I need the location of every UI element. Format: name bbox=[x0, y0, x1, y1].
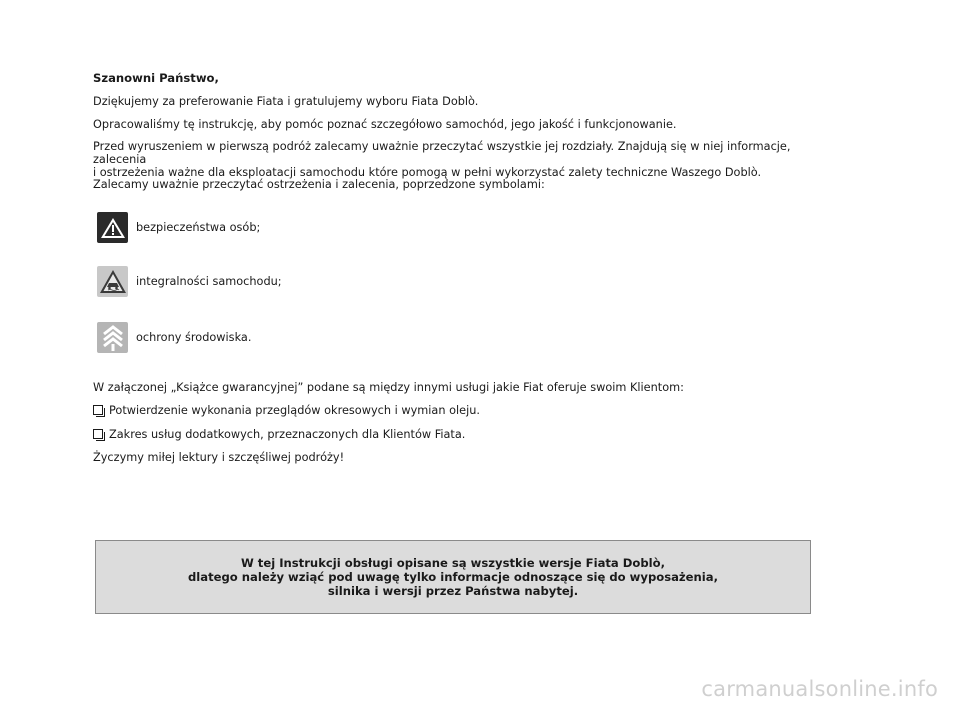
environment-icon bbox=[97, 322, 128, 353]
notice-box bbox=[95, 540, 811, 614]
symbol-label: integralności samochodu; bbox=[136, 275, 282, 288]
thanks-paragraph: Dziękujemy za preferowanie Fiata i gratulujemy wyboru Fiata Doblò. bbox=[93, 95, 479, 108]
bullet-text: Potwierdzenie wykonania przeglądów okresowych i wymian oleju. bbox=[109, 404, 480, 417]
symbol-label: ochrony środowiska. bbox=[136, 331, 252, 344]
checkbox-bullet-icon bbox=[93, 429, 103, 439]
recommend-paragraph: Zalecamy uważnie przeczytać ostrzeżenia i zalecenia, poprzedzone symbolami: bbox=[93, 178, 545, 191]
symbol-label: bezpieczeństwa osób; bbox=[136, 221, 261, 234]
closing-paragraph: Życzymy miłej lektury i szczęśliwej podróży! bbox=[93, 451, 345, 464]
notice-line-2: dlatego należy wziąć pod uwagę tylko informacje odnoszące się do wyposażenia, bbox=[187, 570, 718, 584]
symbol-row-safety bbox=[97, 212, 260, 243]
bullet-item bbox=[93, 404, 480, 417]
prepared-paragraph: Opracowaliśmy tę instrukcję, aby pomóc poznać szczegółowo samochód, jego jakość i funkcjonowanie. bbox=[93, 118, 677, 131]
bullet-text: Zakres usług dodatkowych, przeznaczonych dla Klientów Fiata. bbox=[109, 428, 466, 441]
watermark-text: carmanualsonline.info bbox=[701, 677, 938, 701]
attached-paragraph: W załączonej „Książce gwarancyjnej” podane są między innymi usługi jakie Fiat oferuje swoim Klientom: bbox=[93, 381, 684, 394]
notice-line-1: W tej Instrukcji obsługi opisane są wszystkie wersje Fiata Doblò, bbox=[240, 556, 666, 570]
before-line-2: i ostrzeżenia ważne dla eksploatacji samochodu które pomogą w pełni wykorzystać zalety techniczne Waszego Doblò. bbox=[93, 166, 762, 179]
notice-line-3: silnika i wersji przez Państwa nabytej. bbox=[327, 584, 579, 598]
symbol-row-environment bbox=[97, 322, 251, 353]
checkbox-bullet-icon bbox=[93, 405, 103, 415]
warning-triangle-icon bbox=[97, 212, 128, 243]
car-integrity-icon bbox=[97, 266, 128, 297]
before-paragraph bbox=[93, 140, 833, 179]
bullet-item bbox=[93, 428, 465, 441]
before-line-1: Przed wyruszeniem w pierwszą podróż zalecamy uważnie przeczytać wszystkie jej rozdziały. Znajdują się w niej informacje, zalecenia bbox=[93, 140, 791, 166]
symbol-row-vehicle bbox=[97, 266, 282, 297]
greeting-heading: Szanowni Państwo, bbox=[93, 71, 219, 85]
